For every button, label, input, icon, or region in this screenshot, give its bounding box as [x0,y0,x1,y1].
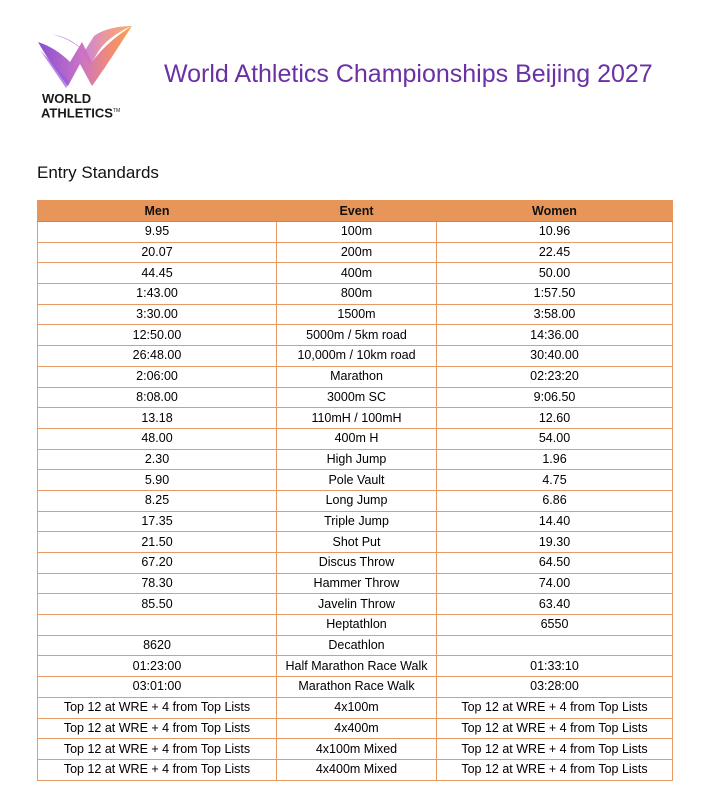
women-standard: 22.45 [437,242,673,263]
table-row [38,387,673,408]
men-standard: 8620 [38,635,277,656]
event-name: 5000m / 5km road [277,325,437,346]
table-row [38,428,673,449]
event-name: Long Jump [277,490,437,511]
event-name: 200m [277,242,437,263]
table-body [38,222,673,781]
table-row [38,573,673,594]
women-standard: Top 12 at WRE + 4 from Top Lists [437,697,673,718]
event-name: Shot Put [277,532,437,553]
event-name: 4x400m [277,718,437,739]
entry-standards-table [37,200,673,781]
table-row [38,304,673,325]
men-standard: 17.35 [38,511,277,532]
header-event: Event [277,201,437,222]
men-standard: 2:06:00 [38,366,277,387]
women-standard: 12.60 [437,408,673,429]
table-row [38,449,673,470]
table-row [38,366,673,387]
table-row [38,594,673,615]
women-standard: 54.00 [437,428,673,449]
header-women: Women [437,201,673,222]
table-row [38,635,673,656]
women-standard: 74.00 [437,573,673,594]
women-standard: 1.96 [437,449,673,470]
table-row [38,697,673,718]
logo-wordmark [36,92,136,119]
logo-trademark: TM [112,108,121,114]
men-standard: Top 12 at WRE + 4 from Top Lists [38,697,277,718]
women-standard: 63.40 [437,594,673,615]
women-standard: 01:33:10 [437,656,673,677]
men-standard: Top 12 at WRE + 4 from Top Lists [38,718,277,739]
event-name: Pole Vault [277,470,437,491]
men-standard: 01:23:00 [38,656,277,677]
header-men: Men [38,201,277,222]
world-athletics-logo-mark-icon [36,22,136,94]
table-row [38,325,673,346]
event-name: 10,000m / 10km road [277,346,437,367]
event-name: 800m [277,284,437,305]
table-row [38,490,673,511]
men-standard: 5.90 [38,470,277,491]
event-name: 1500m [277,304,437,325]
event-name: 400m H [277,428,437,449]
women-standard: 14:36.00 [437,325,673,346]
event-name: Hammer Throw [277,573,437,594]
world-athletics-logo [36,22,136,122]
men-standard: Top 12 at WRE + 4 from Top Lists [38,759,277,780]
table-row [38,656,673,677]
men-standard: 12:50.00 [38,325,277,346]
event-name: 4x100m Mixed [277,739,437,760]
event-name: 4x400m Mixed [277,759,437,780]
event-name: Decathlon [277,635,437,656]
event-name: 3000m SC [277,387,437,408]
table-row [38,408,673,429]
table-row [38,677,673,698]
table-row [38,759,673,780]
event-name: Discus Throw [277,553,437,574]
table-row [38,284,673,305]
logo-text-athletics: ATHLETICS™ [41,105,121,121]
women-standard: 02:23:20 [437,366,673,387]
table-row [38,222,673,243]
event-name: High Jump [277,449,437,470]
men-standard: 13.18 [38,408,277,429]
women-standard: Top 12 at WRE + 4 from Top Lists [437,739,673,760]
men-standard: 85.50 [38,594,277,615]
men-standard: 8.25 [38,490,277,511]
logo-text-world: WORLD [42,91,92,106]
men-standard: 1:43.00 [38,284,277,305]
men-standard: 21.50 [38,532,277,553]
men-standard: 03:01:00 [38,677,277,698]
men-standard: 3:30.00 [38,304,277,325]
men-standard: 44.45 [38,263,277,284]
table-row [38,553,673,574]
men-standard: 26:48.00 [38,346,277,367]
event-name: 400m [277,263,437,284]
women-standard: Top 12 at WRE + 4 from Top Lists [437,759,673,780]
women-standard: 64.50 [437,553,673,574]
table-row [38,718,673,739]
table-row [38,263,673,284]
event-name: Triple Jump [277,511,437,532]
women-standard: 50.00 [437,263,673,284]
table-row [38,739,673,760]
men-standard: 67.20 [38,553,277,574]
event-name: 110mH / 100mH [277,408,437,429]
women-standard: Top 12 at WRE + 4 from Top Lists [437,718,673,739]
women-standard: 4.75 [437,470,673,491]
event-name: 4x100m [277,697,437,718]
women-standard: 30:40.00 [437,346,673,367]
table-row [38,242,673,263]
women-standard [437,635,673,656]
women-standard: 1:57.50 [437,284,673,305]
event-name: Half Marathon Race Walk [277,656,437,677]
women-standard: 19.30 [437,532,673,553]
men-standard: 48.00 [38,428,277,449]
men-standard [38,615,277,636]
men-standard: 8:08.00 [38,387,277,408]
women-standard: 6.86 [437,490,673,511]
women-standard: 3:58.00 [437,304,673,325]
women-standard: 9:06.50 [437,387,673,408]
women-standard: 14.40 [437,511,673,532]
event-name: 100m [277,222,437,243]
page-title: World Athletics Championships Beijing 2027 [164,60,653,88]
event-name: Javelin Throw [277,594,437,615]
men-standard: 2.30 [38,449,277,470]
men-standard: 9.95 [38,222,277,243]
table-row [38,470,673,491]
women-standard: 03:28:00 [437,677,673,698]
table-row [38,615,673,636]
table-row [38,346,673,367]
event-name: Marathon Race Walk [277,677,437,698]
men-standard: Top 12 at WRE + 4 from Top Lists [38,739,277,760]
event-name: Heptathlon [277,615,437,636]
women-standard: 6550 [437,615,673,636]
table-header-row [38,201,673,222]
table-row [38,532,673,553]
event-name: Marathon [277,366,437,387]
women-standard: 10.96 [437,222,673,243]
table-row [38,511,673,532]
men-standard: 78.30 [38,573,277,594]
section-title: Entry Standards [37,163,159,182]
men-standard: 20.07 [38,242,277,263]
